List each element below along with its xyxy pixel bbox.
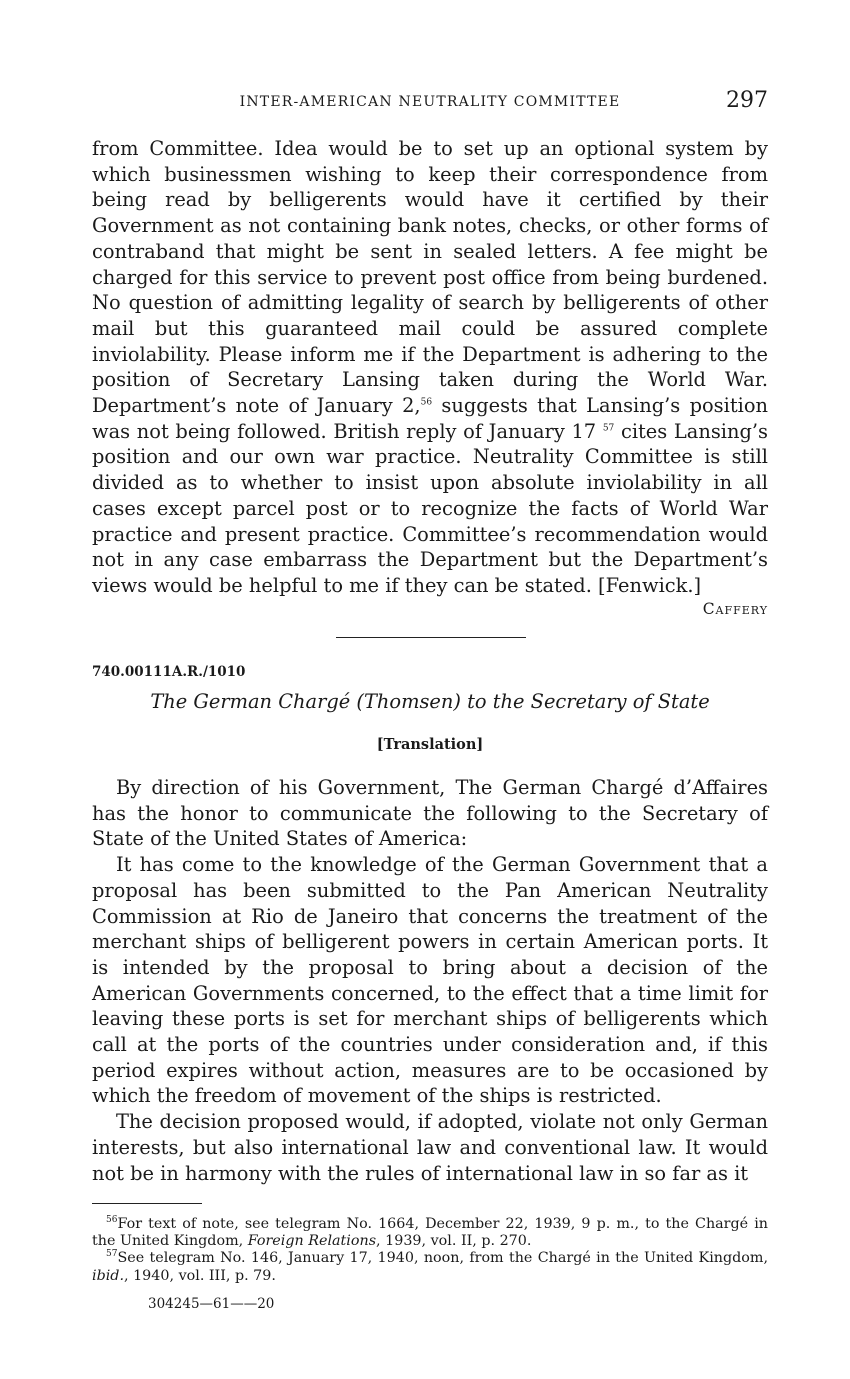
footnote-ref-57[interactable]: 57 — [602, 423, 615, 434]
paragraph-part: suggests that Lansing’s position was not being followed. British reply of January 17 — [92, 394, 768, 443]
footnote-text: , 1940, vol. III, p. 79. — [124, 1267, 276, 1284]
section-divider — [336, 637, 526, 638]
letter-paragraph: By direction of his Government, The German Chargé d’Affaires has the honor to communicate the following to the Secretary of State of the United States of America: — [92, 776, 768, 851]
file-number: 740.00111A.R./1010 — [92, 664, 246, 680]
footnote-number: 56 — [106, 1215, 118, 1226]
letter-paragraph: It has come to the knowledge of the German Government that a proposal has been submitted to the Pan American Neutrality Commission at Rio de Janeiro that concerns the treatment of the merchant ships of belligerent powers in certain American ports. It is intended by the proposal to bring about a decision of the American Governments concerned, to the effect that a time limit for leaving these ports is set for merchant ships of belligerents which call at the ports of the countries under consideration and, if this period expires without action, measures are to be occasioned by which the freedom of movement of the ships is restricted. — [92, 853, 768, 1108]
footnote-ref-56[interactable]: 56 — [420, 397, 433, 408]
document-title: The German Chargé (Thomsen) to the Secretary of State — [150, 690, 710, 713]
continued-paragraph — [92, 136, 768, 599]
page-number: 297 — [726, 88, 768, 113]
footnote-number: 57 — [106, 1249, 118, 1260]
paragraph-part: cites Lansing’s position and our own war practice. Neutrality Committee is still divided as to whether to insist upon absolute inviolability in all cases except parcel post or to recognize the facts of World War practice and present practice. Committee’s recommendation would not in any case embarrass the Department but the Department’s views would be helpful to me if they can be stated. [Fenwick.] — [92, 419, 769, 597]
footnote-56 — [92, 1216, 768, 1250]
running-title: INTER-AMERICAN NEUTRALITY COMMITTEE — [239, 94, 621, 110]
paragraph-part: from Committee. Idea would be to set up an optional system by which businessmen wishing to keep their correspondence from being read by belligerents would have it certified by their Government as not containing bank notes, checks, or other forms of contraband that might be sent in sealed letters. A fee might be charged for this service to prevent post office from being burdened. No question of admitting legality of search by belligerents of other mail but this guaranteed mail could be assured complete inviolability. Please inform me if the Department is adhering to the position of Secretary Lansing taken during the World War. Department’s note of January 2, — [92, 137, 768, 418]
footnote-divider — [92, 1203, 202, 1204]
letter-paragraph: The decision proposed would, if adopted, violate not only German interests, but also international law and conventional law. It would not be in harmony with the rules of international law in so far as it — [92, 1110, 768, 1185]
running-header — [92, 88, 768, 118]
footnote-italic: ibid. — [92, 1267, 124, 1284]
footnote-italic: Foreign Relations — [247, 1233, 377, 1250]
footnote-text: For text of note, see telegram No. 1664, December 22, 1939, 9 p. m., to the Chargé in the United Kingdom, — [92, 1216, 768, 1250]
translation-label: [Translation] — [376, 736, 484, 753]
signature: Caffery — [702, 600, 768, 618]
letter-body — [92, 775, 768, 1186]
continued-telegram-text — [92, 136, 768, 599]
footnotes — [92, 1216, 768, 1285]
footnote-text: See telegram No. 146, January 17, 1940, noon, from the Chargé in the United Kingdom, — [117, 1250, 768, 1267]
footnote-57 — [92, 1250, 768, 1284]
footnote-text: , 1939, vol. II, p. 270. — [376, 1233, 532, 1250]
print-code: 304245—61——20 — [148, 1296, 275, 1312]
